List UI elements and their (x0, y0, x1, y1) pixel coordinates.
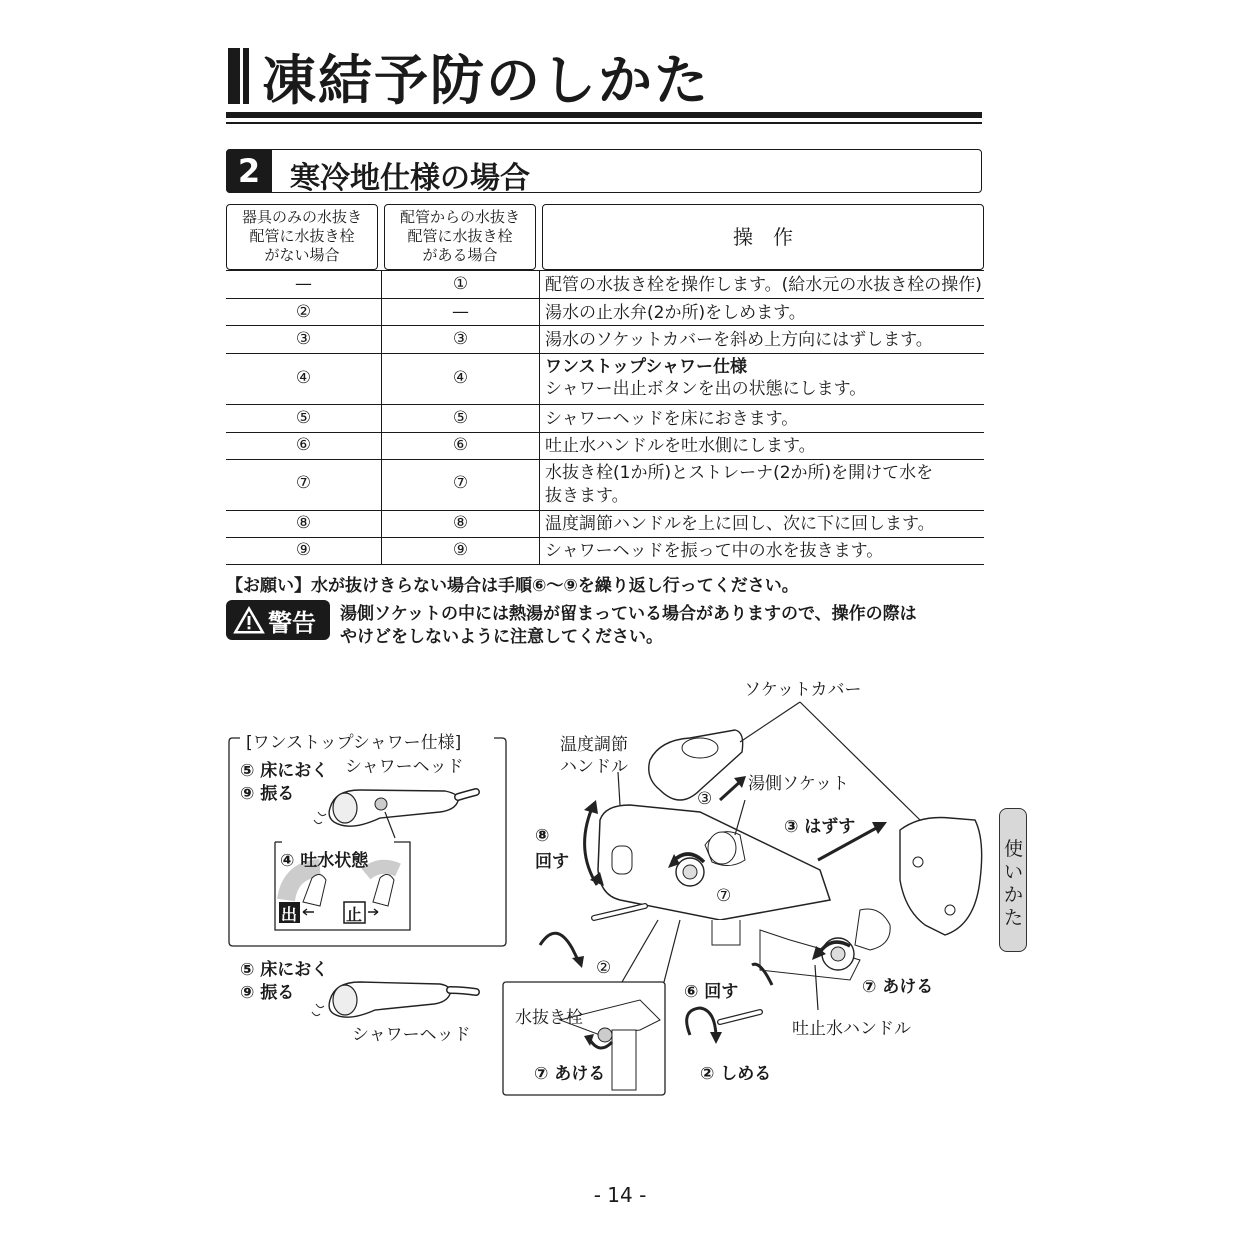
warning-line2: やけどをしないように注意してください。 (340, 627, 663, 647)
request-note: 【お願い】水が抜けきらない場合は手順⑥〜⑨を繰り返し行ってください。 (226, 576, 799, 596)
side-tab-char: か (1004, 884, 1024, 906)
step5-floor-label: ⑤ 床におく (240, 761, 329, 781)
socket-cover-label: ソケットカバー (744, 680, 862, 700)
side-tab-char: た (1004, 907, 1024, 929)
temp-handle-label-2: ハンドル (560, 757, 628, 777)
row7-col2: ⑦ (452, 473, 469, 493)
row2-op: 湯水の止水弁(2か所)をしめます。 (545, 303, 806, 323)
side-tab-char: 使 (1004, 838, 1024, 860)
temp-handle-label-1: 温度調節 (560, 735, 628, 755)
row5-op: シャワーヘッドを床におきます。 (545, 409, 799, 429)
row1-col2: ① (452, 274, 469, 294)
row9-col2: ⑨ (452, 540, 469, 560)
row5-col2: ⑤ (452, 408, 469, 428)
row3-col1: ③ (295, 329, 312, 349)
row8-col1: ⑧ (295, 513, 312, 533)
row7-op-line1: 水抜き栓(1か所)とストレーナ(2か所)を開けて水を (545, 463, 934, 483)
side-tab-char: い (1004, 861, 1024, 883)
row7-op-line2: 抜きます。 (545, 486, 629, 506)
hot-socket-label: 湯側ソケット (748, 774, 849, 794)
socket-cover-icon (649, 730, 743, 800)
drain-plug-label: 水抜き栓 (515, 1008, 583, 1028)
out-label: 出 (281, 905, 298, 924)
header-col1-sub1: 配管に水抜き栓 (249, 227, 355, 245)
header-col2-sub2: がある場合 (422, 246, 498, 264)
inset-title: [ワンストップシャワー仕様] (246, 733, 462, 753)
shower-head-top-icon (314, 790, 476, 826)
row4-op: シャワー出止ボタンを出の状態にします。 (545, 379, 867, 399)
row4-op-bold: ワンストップシャワー仕様 (545, 357, 747, 377)
row8-col2: ⑧ (452, 513, 469, 533)
row9-col1: ⑨ (295, 540, 312, 560)
row1-col1: — (295, 274, 312, 294)
socket-cover-removed-icon (900, 818, 982, 936)
row2-col1: ② (295, 302, 312, 322)
header-col2-sub1: 配管に水抜き栓 (407, 227, 513, 245)
row6-col1: ⑥ (295, 435, 312, 455)
step5-floor-label-b: ⑤ 床におく (240, 960, 329, 980)
warning-line1: 湯側ソケットの中には熱湯が留まっている場合がありますので、操作の際は (340, 604, 917, 624)
header-col1-main: 器具のみの水抜き (241, 208, 362, 226)
discharge-state-icon (286, 867, 398, 906)
step3-remove-label: ③ はずす (784, 817, 856, 837)
stop-label: 止 (346, 905, 363, 924)
row4-col1: ④ (295, 368, 312, 388)
row6-col2: ⑥ (452, 435, 469, 455)
step7-marker: ⑦ (716, 886, 732, 906)
row9-op: シャワーヘッドを振って中の水を抜きます。 (545, 541, 884, 561)
warning-label: 警告 (268, 609, 316, 637)
row2-col2: — (452, 302, 469, 322)
discharge-handle-label: 吐止水ハンドル (792, 1019, 911, 1039)
row1-op: 配管の水抜き栓を操作します。(給水元の水抜き栓の操作) (545, 275, 982, 295)
header-col2-main: 配管からの水抜き (399, 208, 520, 226)
step3-marker: ③ (697, 789, 713, 809)
step9-shake-label: ⑨ 振る (240, 784, 295, 804)
step8-marker: ⑧ (535, 826, 550, 846)
page-title: 凍結予防のしかた (262, 49, 710, 112)
step2-marker: ② (596, 958, 612, 978)
row3-col2: ③ (452, 329, 469, 349)
row3-op: 湯水のソケットカバーを斜め上方向にはずします。 (545, 330, 933, 350)
shower-head-label: シャワーヘッド (345, 757, 464, 777)
shower-head-label-b: シャワーヘッド (352, 1025, 471, 1045)
step7-open-label-b: ⑦ あける (534, 1064, 606, 1084)
step2-close-label: ② しめる (700, 1064, 772, 1084)
step9-shake-label-b: ⑨ 振る (240, 983, 295, 1003)
row7-col1: ⑦ (295, 473, 312, 493)
header-col1-sub2: がない場合 (264, 246, 340, 264)
header-col3: 操 作 (542, 204, 984, 270)
shower-head-bottom-icon (312, 982, 476, 1017)
step4-discharge-label: ④ 吐水状態 (280, 851, 369, 871)
step6-turn-label: ⑥ 回す (684, 982, 739, 1002)
row4-col2: ④ (452, 368, 469, 388)
row8-op: 温度調節ハンドルを上に回し、次に下に回します。 (545, 514, 935, 534)
section-title: 寒冷地仕様の場合 (290, 161, 530, 196)
section-number: 2 (226, 149, 272, 193)
page-number: - 14 - (593, 1183, 647, 1207)
row6-op: 吐止水ハンドルを吐水側にします。 (545, 436, 816, 456)
row5-col1: ⑤ (295, 408, 312, 428)
step7-open-label: ⑦ あける (862, 977, 934, 997)
step8-turn-label: 回す (535, 852, 569, 872)
